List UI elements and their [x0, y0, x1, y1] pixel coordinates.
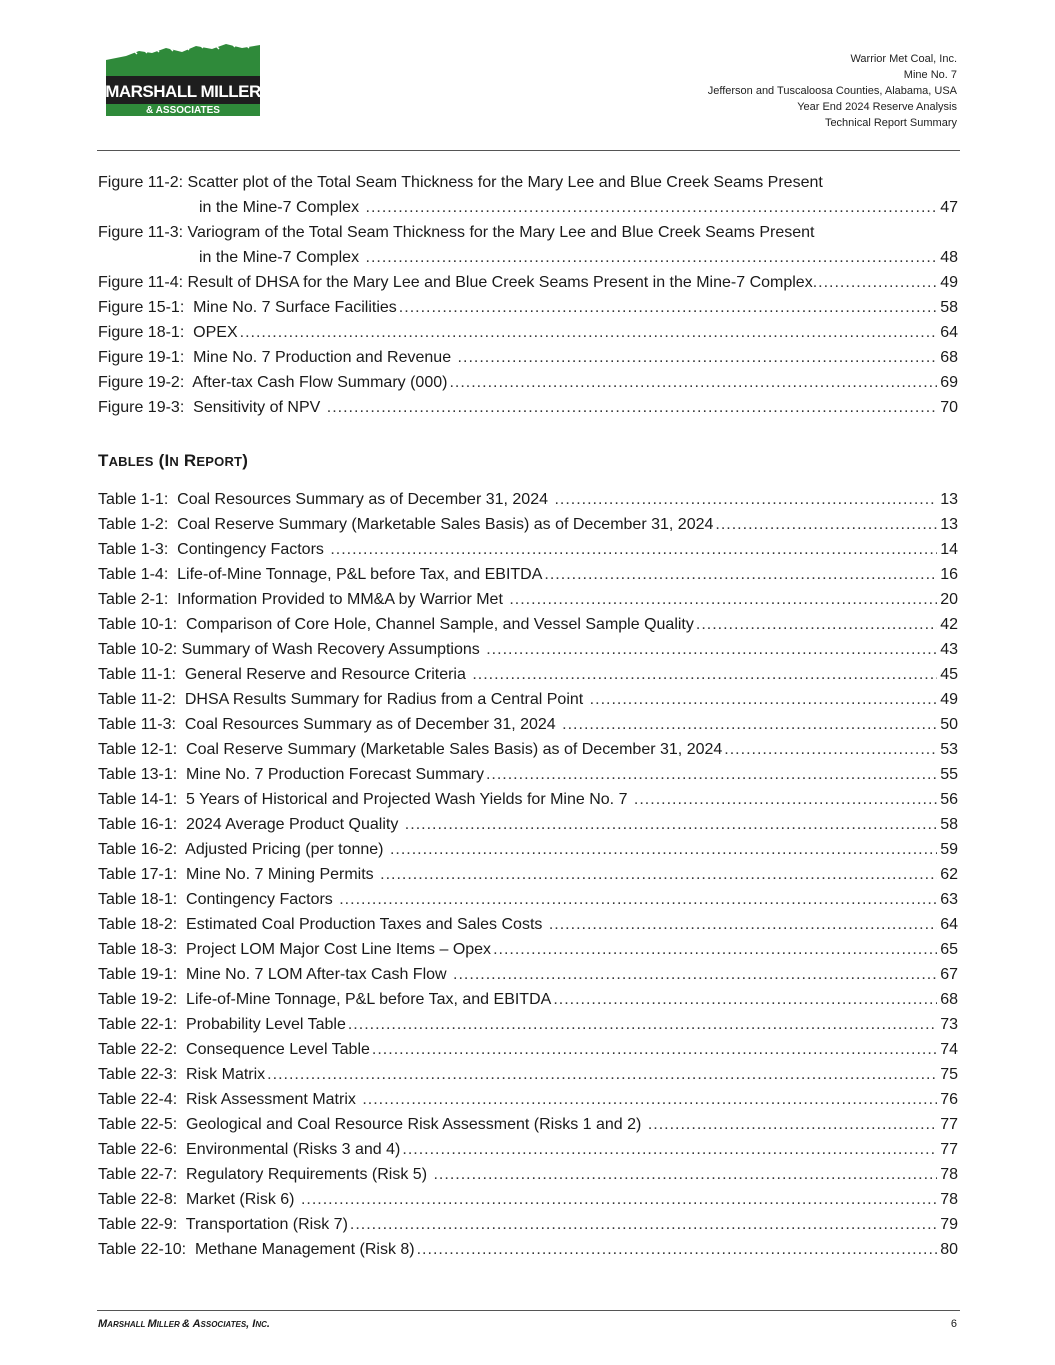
toc-entry-label: Table 10-2: Summary of Wash Recovery Assumptions: [98, 641, 485, 658]
toc-entry[interactable]: [98, 812, 958, 837]
toc-leader: [554, 487, 937, 512]
toc-entry-label: Figure 19-1: Mine No. 7 Production and Revenue: [98, 349, 456, 366]
toc-entry-label: Figure 19-2: After-tax Cash Flow Summary (000): [98, 374, 448, 391]
toc-entry[interactable]: [98, 687, 958, 712]
toc-entry[interactable]: [98, 937, 958, 962]
footer-part: , I: [246, 1318, 256, 1330]
toc-entry[interactable]: [98, 712, 958, 737]
toc-leader: [390, 837, 937, 862]
toc-entry-page: 78: [940, 1191, 958, 1208]
toc-entry[interactable]: [98, 787, 958, 812]
toc-entry-page: 77: [940, 1116, 958, 1133]
toc-entry-label: Table 11-2: DHSA Results Summary for Radius from a Central Point: [98, 691, 588, 708]
toc-leader: [417, 1237, 938, 1262]
toc-entry-label: Table 16-1: 2024 Average Product Quality: [98, 816, 403, 833]
toc-leader: [509, 587, 937, 612]
toc-entry-label: Figure 19-3: Sensitivity of NPV: [98, 399, 325, 416]
toc-entry[interactable]: [98, 987, 958, 1012]
toc-entry-page: 62: [940, 866, 958, 883]
toc-leader: [366, 245, 938, 270]
toc-entry[interactable]: [98, 1187, 958, 1212]
header-line: Mine No. 7: [903, 69, 957, 81]
toc-entry[interactable]: [98, 637, 958, 662]
toc-leader: [330, 537, 937, 562]
toc-entry-page: 65: [940, 941, 958, 958]
toc-entry-page: 74: [940, 1041, 958, 1058]
toc-entry-page: 68: [940, 991, 958, 1008]
toc-entry-page: 56: [940, 791, 958, 808]
toc-entry-label: Table 22-6: Environmental (Risks 3 and 4): [98, 1141, 401, 1158]
footer-part: NC: [255, 1320, 267, 1329]
toc-leader: [339, 887, 937, 912]
toc-entry[interactable]: [98, 1037, 958, 1062]
toc-entry-label: Table 22-4: Risk Assessment Matrix: [98, 1091, 361, 1108]
toc-leader: [634, 787, 937, 812]
toc-entry-page: 20: [940, 591, 958, 608]
toc-entry[interactable]: [98, 370, 958, 395]
toc-entry[interactable]: [98, 195, 958, 220]
toc-leader: [553, 987, 937, 1012]
heading-part: ): [242, 451, 249, 470]
heading-part: R: [183, 451, 197, 470]
toc-entry-label: in the Mine-7 Complex: [199, 199, 364, 216]
toc-entry[interactable]: [98, 1012, 958, 1037]
toc-leader: [562, 712, 937, 737]
footer-part: .: [266, 1318, 270, 1330]
toc-leader: [372, 1037, 937, 1062]
toc-leader: [240, 320, 938, 345]
header-divider: [97, 150, 960, 151]
toc-entry[interactable]: [98, 295, 958, 320]
toc-entry-label: Table 22-3: Risk Matrix: [98, 1066, 266, 1083]
toc-entry-page: 45: [940, 666, 958, 683]
heading-part: N: [169, 454, 179, 469]
toc-entry-label: Table 12-1: Coal Reserve Summary (Marketable Sales Basis) as of December 31, 2024: [98, 741, 723, 758]
toc-entry[interactable]: [98, 1212, 958, 1237]
svg-text:& ASSOCIATES: & ASSOCIATES: [146, 105, 220, 116]
toc-entry[interactable]: [98, 662, 958, 687]
toc-entry-page: 13: [940, 491, 958, 508]
toc-entry-line: Figure 11-3: Variogram of the Total Seam Thickness for the Mary Lee and Blue Creek Seams Present: [98, 224, 815, 241]
toc-entry[interactable]: [98, 587, 958, 612]
footer-part: M: [147, 1318, 157, 1330]
toc-entry-page: 47: [940, 199, 958, 216]
toc-entry-label: Table 18-2: Estimated Coal Production Taxes and Sales Costs: [98, 916, 547, 933]
footer-part: ILLER: [156, 1320, 182, 1329]
toc-entry-page: 48: [940, 249, 958, 266]
footer-part: & A: [181, 1318, 201, 1330]
toc-leader: [715, 512, 937, 537]
toc-entry-label: Table 14-1: 5 Years of Historical and Projected Wash Yields for Mine No. 7: [98, 791, 632, 808]
toc-entry-label: Table 2-1: Information Provided to MM&A by Warrior Met: [98, 591, 508, 608]
toc-entry-label: Table 1-3: Contingency Factors: [98, 541, 329, 558]
toc-entry[interactable]: [98, 512, 958, 537]
toc-entry[interactable]: [98, 762, 958, 787]
toc-entry-label: in the Mine-7 Complex: [199, 249, 364, 266]
toc-entry-label: Table 19-2: Life-of-Mine Tonnage, P&L before Tax, and EBITDA: [98, 991, 552, 1008]
toc-leader: [348, 1012, 937, 1037]
toc-entry-label: Table 18-1: Contingency Factors: [98, 891, 338, 908]
toc-leader: [449, 370, 937, 395]
footer-part: SSOCIATES: [200, 1320, 247, 1329]
toc-leader: [486, 762, 937, 787]
toc-entry-page: 42: [940, 616, 958, 633]
toc-entry[interactable]: [98, 395, 958, 420]
toc-entry[interactable]: [98, 837, 958, 862]
heading-part: EPORT: [196, 454, 243, 469]
figures-list: [98, 170, 958, 420]
toc-leader: [458, 345, 938, 370]
toc-entry-page: 64: [940, 324, 958, 341]
toc-entry-page: 70: [940, 399, 958, 416]
toc-entry-page: 55: [940, 766, 958, 783]
toc-entry[interactable]: [98, 245, 958, 270]
toc-entry[interactable]: [98, 912, 958, 937]
toc-entry-page: 63: [940, 891, 958, 908]
toc-entry-label: Table 10-1: Comparison of Core Hole, Channel Sample, and Vessel Sample Quality: [98, 616, 694, 633]
footer-part: M: [98, 1318, 108, 1330]
toc-entry-label: Table 1-4: Life-of-Mine Tonnage, P&L before Tax, and EBITDA: [98, 566, 543, 583]
toc-entry-page: 53: [940, 741, 958, 758]
toc-leader: [350, 1212, 937, 1237]
toc-entry-page: 14: [940, 541, 958, 558]
heading-part: (: [153, 451, 165, 470]
toc-entry-label: Table 16-2: Adjusted Pricing (per tonne): [98, 841, 388, 858]
toc-entry-page: 77: [940, 1141, 958, 1158]
toc-entry-label: Table 18-3: Project LOM Major Cost Line Items – Opex: [98, 941, 492, 958]
toc-entry[interactable]: [98, 537, 958, 562]
toc-leader: [362, 1087, 937, 1112]
toc-leader: [549, 912, 937, 937]
toc-entry-label: Table 17-1: Mine No. 7 Mining Permits: [98, 866, 379, 883]
toc-entry-label: Table 22-7: Regulatory Requirements (Risk 5): [98, 1166, 432, 1183]
toc-leader: [544, 562, 937, 587]
toc-entry[interactable]: [98, 962, 958, 987]
toc-entry-page: 49: [940, 691, 958, 708]
toc-entry[interactable]: [98, 1162, 958, 1187]
toc-entry-page: 78: [940, 1166, 958, 1183]
toc-entry-page: 16: [940, 566, 958, 583]
toc-entry[interactable]: [98, 1237, 958, 1262]
toc-leader: [267, 1062, 937, 1087]
toc-entry-page: 43: [940, 641, 958, 658]
toc-leader: [486, 637, 937, 662]
toc-entry-label: Table 22-9: Transportation (Risk 7): [98, 1216, 348, 1233]
header-line: Year End 2024 Reserve Analysis: [797, 101, 957, 113]
toc-entry[interactable]: [98, 612, 958, 637]
toc-entry-label: Table 19-1: Mine No. 7 LOM After-tax Cash Flow: [98, 966, 452, 983]
footer-company: [98, 1318, 270, 1330]
toc-leader: [301, 1187, 937, 1212]
toc-leader: [472, 662, 937, 687]
toc-entry-page: 80: [940, 1241, 958, 1258]
toc-leader: [590, 687, 938, 712]
footer-part: ARSHALL: [107, 1320, 148, 1329]
toc-entry-page: 67: [940, 966, 958, 983]
header-info: [708, 51, 957, 131]
toc-leader: [380, 862, 937, 887]
toc-entry[interactable]: [98, 562, 958, 587]
toc-entry-page: 58: [940, 816, 958, 833]
toc-leader: [402, 1137, 937, 1162]
page-number: 6: [950, 1318, 957, 1330]
toc-entry-label: Figure 18-1: OPEX: [98, 324, 238, 341]
company-logo: [104, 42, 262, 116]
toc-leader: [813, 270, 937, 295]
toc-entry-label: Table 22-5: Geological and Coal Resource Risk Assessment (Risks 1 and 2): [98, 1116, 646, 1133]
toc-entry-label: Table 22-1: Probability Level Table: [98, 1016, 346, 1033]
toc-leader: [433, 1162, 937, 1187]
toc-leader: [724, 737, 937, 762]
footer-divider: [97, 1310, 960, 1311]
toc-entry-page: 79: [940, 1216, 958, 1233]
toc-entry[interactable]: [98, 270, 958, 295]
toc-entry-page: 58: [940, 299, 958, 316]
toc-entry[interactable]: [98, 487, 958, 512]
heading-part: ABLES: [108, 454, 154, 469]
header-line: Technical Report Summary: [824, 117, 957, 129]
toc-entry-page: 76: [940, 1091, 958, 1108]
toc-entry-label: Table 1-1: Coal Resources Summary as of December 31, 2024: [98, 491, 553, 508]
toc-leader: [405, 812, 937, 837]
toc-entry[interactable]: [98, 345, 958, 370]
toc-entry[interactable]: [98, 862, 958, 887]
toc-entry-label: Figure 11-4: Result of DHSA for the Mary Lee and Blue Creek Seams Present in the Mine-7 Complex: [98, 274, 813, 291]
toc-leader: [453, 962, 937, 987]
toc-entry-label: Figure 15-1: Mine No. 7 Surface Facilities: [98, 299, 397, 316]
toc-leader: [366, 195, 938, 220]
toc-entry-label: Table 22-10: Methane Management (Risk 8): [98, 1241, 415, 1258]
toc-entry-page: 75: [940, 1066, 958, 1083]
toc-entry-page: 68: [940, 349, 958, 366]
toc-leader: [399, 295, 937, 320]
toc-leader: [648, 1112, 937, 1137]
toc-entry-page: 13: [940, 516, 958, 533]
toc-leader: [493, 937, 937, 962]
toc-entry[interactable]: [98, 1062, 958, 1087]
toc-entry-page: 73: [940, 1016, 958, 1033]
toc-entry-label: Table 22-2: Consequence Level Table: [98, 1041, 370, 1058]
header-line: Warrior Met Coal, Inc.: [850, 53, 957, 65]
toc-entry-label: Table 13-1: Mine No. 7 Production Forecast Summary: [98, 766, 484, 783]
toc-entry[interactable]: [98, 887, 958, 912]
toc-entry[interactable]: [98, 737, 958, 762]
toc-entry-page: 59: [940, 841, 958, 858]
header-line: Jefferson and Tuscaloosa Counties, Alabama, USA: [707, 85, 957, 97]
svg-text:MARSHALL MILLER: MARSHALL MILLER: [105, 82, 261, 101]
toc-entry-page: 50: [940, 716, 958, 733]
toc-entry-page: 64: [940, 916, 958, 933]
toc-entry-page: 49: [940, 274, 958, 291]
heading-part: T: [98, 451, 109, 470]
toc-entry-label: Table 1-2: Coal Reserve Summary (Marketable Sales Basis) as of December 31, 2024: [98, 516, 714, 533]
toc-entry-label: Table 22-8: Market (Risk 6): [98, 1191, 299, 1208]
toc-leader: [696, 612, 937, 637]
section-heading: [98, 451, 248, 471]
toc-entry-page: 69: [940, 374, 958, 391]
heading-part: I: [164, 451, 170, 470]
toc-entry[interactable]: [98, 1137, 958, 1162]
toc-entry[interactable]: [98, 1112, 958, 1137]
toc-entry-line: Figure 11-2: Scatter plot of the Total Seam Thickness for the Mary Lee and Blue Creek Seams Present: [98, 174, 823, 191]
tables-list: [98, 487, 958, 1262]
toc-entry-label: Table 11-3: Coal Resources Summary as of December 31, 2024: [98, 716, 561, 733]
toc-entry[interactable]: [98, 320, 958, 345]
toc-entry-label: Table 11-1: General Reserve and Resource Criteria: [98, 666, 471, 683]
toc-leader: [327, 395, 937, 420]
toc-entry[interactable]: [98, 1087, 958, 1112]
